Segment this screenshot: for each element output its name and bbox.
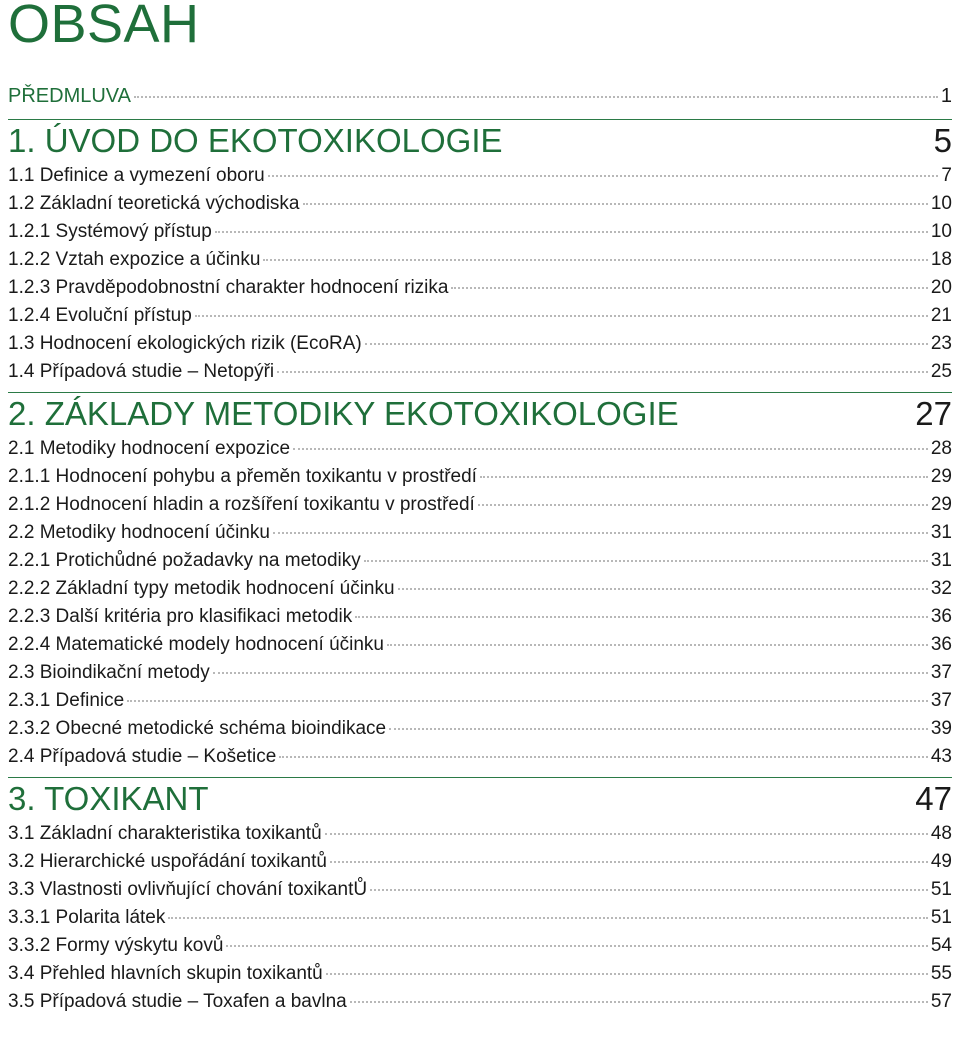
page-title: OBSAH bbox=[8, 0, 200, 54]
toc-entry-label: 2.1.1 Hodnocení pohybu a přeměn toxikantu v prostředí bbox=[8, 466, 477, 487]
dot-leader bbox=[168, 917, 927, 919]
toc-entry-label: 1.1 Definice a vymezení oboru bbox=[8, 165, 265, 186]
toc-entry[interactable] bbox=[8, 575, 952, 603]
dot-leader bbox=[326, 973, 928, 975]
toc-entry-label: 1.4 Případová studie – Netopýři bbox=[8, 361, 275, 382]
toc-entry-page: 37 bbox=[930, 662, 952, 683]
toc-entry[interactable] bbox=[8, 519, 952, 547]
toc-entry[interactable] bbox=[8, 988, 952, 1016]
toc-entry-page: 28 bbox=[930, 438, 952, 459]
toc-entry[interactable] bbox=[8, 435, 952, 463]
toc-entry-label: 1.2 Základní teoretická východiska bbox=[8, 193, 300, 214]
toc-entry-page: 36 bbox=[930, 606, 952, 627]
dot-leader bbox=[277, 371, 928, 373]
toc-entry-page: 49 bbox=[930, 851, 952, 872]
toc-entry-label: 2.2.2 Základní typy metodik hodnocení účinku bbox=[8, 578, 395, 599]
chapter-page: 47 bbox=[915, 780, 952, 817]
toc-entry-label: 3.3 Vlastnosti ovlivňující chování toxikantŮ bbox=[8, 879, 368, 900]
dot-leader bbox=[370, 889, 928, 891]
chapters-list bbox=[8, 119, 952, 1016]
dot-leader bbox=[387, 644, 928, 646]
chapter-page: 27 bbox=[915, 395, 952, 432]
toc-entry-page: 36 bbox=[930, 634, 952, 655]
toc-entry-label: 1.2.4 Evoluční přístup bbox=[8, 305, 192, 326]
chapter-heading[interactable] bbox=[8, 393, 952, 435]
toc-entry[interactable] bbox=[8, 848, 952, 876]
toc-entry[interactable] bbox=[8, 491, 952, 519]
chapter-title: 3. TOXIKANT bbox=[8, 780, 209, 817]
toc-entry-page: 55 bbox=[930, 963, 952, 984]
toc-entry-label: 2.1.2 Hodnocení hladin a rozšíření toxikantu v prostředí bbox=[8, 494, 475, 515]
toc-entry[interactable] bbox=[8, 302, 952, 330]
dot-leader bbox=[213, 672, 928, 674]
dot-leader bbox=[273, 532, 928, 534]
toc-entry[interactable] bbox=[8, 603, 952, 631]
toc-entry-page: 20 bbox=[930, 277, 952, 298]
toc-entry-label: 2.3 Bioindikační metody bbox=[8, 662, 210, 683]
toc-entry-page: 39 bbox=[930, 718, 952, 739]
toc-entry-page: 31 bbox=[930, 550, 952, 571]
toc-entry[interactable] bbox=[8, 218, 952, 246]
dot-leader bbox=[330, 861, 928, 863]
toc-entry[interactable] bbox=[8, 274, 952, 302]
toc-entry[interactable] bbox=[8, 687, 952, 715]
toc-entry-page: 51 bbox=[930, 879, 952, 900]
dot-leader bbox=[293, 448, 928, 450]
toc-entry-page: 54 bbox=[930, 935, 952, 956]
dot-leader bbox=[355, 616, 928, 618]
dot-leader bbox=[325, 833, 928, 835]
table-of-contents bbox=[8, 80, 952, 1016]
toc-entry[interactable] bbox=[8, 162, 952, 190]
toc-entry-label: 3.3.1 Polarita látek bbox=[8, 907, 166, 928]
dot-leader bbox=[303, 203, 928, 205]
toc-entry-label: 2.2.3 Další kritéria pro klasifikaci metodik bbox=[8, 606, 353, 627]
toc-entry-label: 1.2.1 Systémový přístup bbox=[8, 221, 212, 242]
chapter-page: 5 bbox=[933, 122, 952, 159]
toc-entry-label: 2.2.4 Matematické modely hodnocení účinku bbox=[8, 634, 384, 655]
dot-leader bbox=[364, 560, 928, 562]
toc-entry[interactable] bbox=[8, 876, 952, 904]
dot-leader bbox=[268, 175, 939, 177]
toc-entry-label: 2.3.1 Definice bbox=[8, 690, 125, 711]
toc-entry[interactable] bbox=[8, 246, 952, 274]
toc-entry-label: 1.2.2 Vztah expozice a účinku bbox=[8, 249, 261, 270]
toc-entry-label: 2.1 Metodiky hodnocení expozice bbox=[8, 438, 291, 459]
chapter-title: 2. ZÁKLADY METODIKY EKOTOXIKOLOGIE bbox=[8, 395, 679, 432]
toc-entry[interactable] bbox=[8, 960, 952, 988]
toc-entry[interactable] bbox=[8, 631, 952, 659]
toc-entry-label: 3.3.2 Formy výskytu kovů bbox=[8, 935, 224, 956]
dot-leader bbox=[350, 1001, 928, 1003]
dot-leader bbox=[279, 756, 928, 758]
toc-entry[interactable] bbox=[8, 659, 952, 687]
dot-leader bbox=[134, 96, 938, 98]
dot-leader bbox=[215, 231, 928, 233]
toc-entry-page: 43 bbox=[930, 746, 952, 767]
toc-entry[interactable] bbox=[8, 547, 952, 575]
dot-leader bbox=[263, 259, 927, 261]
toc-entry[interactable] bbox=[8, 743, 952, 771]
toc-entry-label: 1.2.3 Pravděpodobnostní charakter hodnocení rizika bbox=[8, 277, 449, 298]
toc-entry-page: 25 bbox=[930, 361, 952, 382]
chapter-heading[interactable] bbox=[8, 778, 952, 820]
dot-leader bbox=[127, 700, 928, 702]
toc-entry-page: 37 bbox=[930, 690, 952, 711]
toc-entry-page: 31 bbox=[930, 522, 952, 543]
dot-leader bbox=[365, 343, 928, 345]
toc-entry-page: 10 bbox=[930, 221, 952, 242]
toc-entry[interactable] bbox=[8, 715, 952, 743]
toc-entry-label: 3.5 Případová studie – Toxafen a bavlna bbox=[8, 991, 347, 1012]
toc-entry[interactable] bbox=[8, 330, 952, 358]
toc-entry-label: 3.2 Hierarchické uspořádání toxikantů bbox=[8, 851, 327, 872]
toc-entry[interactable] bbox=[8, 358, 952, 386]
dot-leader bbox=[451, 287, 927, 289]
toc-entry[interactable] bbox=[8, 190, 952, 218]
toc-entry-page: 23 bbox=[930, 333, 952, 354]
toc-entry-page: 29 bbox=[930, 466, 952, 487]
dot-leader bbox=[389, 728, 928, 730]
toc-entry[interactable] bbox=[8, 932, 952, 960]
toc-entry-page: 10 bbox=[930, 193, 952, 214]
toc-entry-page: 57 bbox=[930, 991, 952, 1012]
dot-leader bbox=[480, 476, 928, 478]
toc-entry-page: 21 bbox=[930, 305, 952, 326]
toc-entry-label: 2.2 Metodiky hodnocení účinku bbox=[8, 522, 270, 543]
toc-entry-preface[interactable] bbox=[8, 80, 952, 112]
toc-entry-page: 48 bbox=[930, 823, 952, 844]
toc-entry-label: 3.4 Přehled hlavních skupin toxikantů bbox=[8, 963, 323, 984]
toc-entry-page: 51 bbox=[930, 907, 952, 928]
toc-entry[interactable] bbox=[8, 904, 952, 932]
toc-entry-label: PŘEDMLUVA bbox=[8, 85, 131, 107]
dot-leader bbox=[226, 945, 927, 947]
toc-entry-label: 3.1 Základní charakteristika toxikantů bbox=[8, 823, 322, 844]
dot-leader bbox=[195, 315, 928, 317]
chapter-heading[interactable] bbox=[8, 120, 952, 162]
toc-entry-page: 29 bbox=[930, 494, 952, 515]
toc-entry-label: 2.2.1 Protichůdné požadavky na metodiky bbox=[8, 550, 361, 571]
toc-entry-page: 18 bbox=[930, 249, 952, 270]
dot-leader bbox=[478, 504, 928, 506]
toc-entry-label: 2.3.2 Obecné metodické schéma bioindikace bbox=[8, 718, 387, 739]
toc-entry-page: 32 bbox=[930, 578, 952, 599]
toc-entry[interactable] bbox=[8, 463, 952, 491]
chapter-title: 1. ÚVOD DO EKOTOXIKOLOGIE bbox=[8, 122, 503, 159]
toc-entry-page: 1 bbox=[940, 85, 952, 107]
dot-leader bbox=[398, 588, 928, 590]
toc-entry[interactable] bbox=[8, 820, 952, 848]
toc-entry-label: 1.3 Hodnocení ekologických rizik (EcoRA) bbox=[8, 333, 362, 354]
toc-entry-label: 2.4 Případová studie – Košetice bbox=[8, 746, 277, 767]
toc-entry-page: 7 bbox=[941, 165, 952, 186]
